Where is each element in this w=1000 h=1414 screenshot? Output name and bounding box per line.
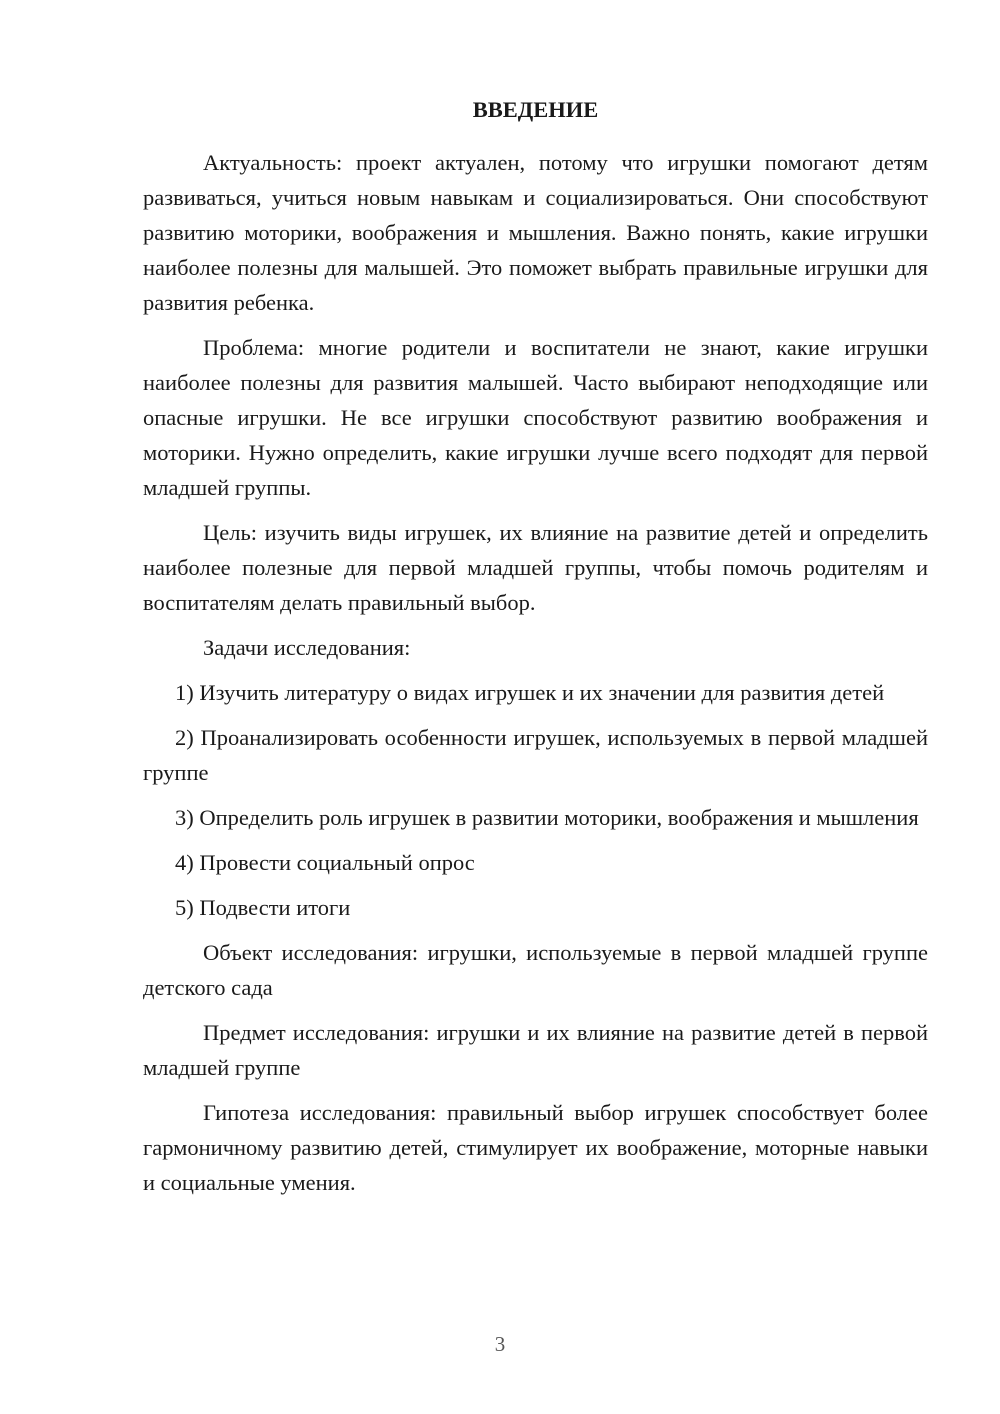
list-item: 3) Определить роль игрушек в развитии моторики, воображения и мышления [175,805,919,830]
page-number: 3 [494,1332,506,1356]
tasks-list [143,675,928,925]
hypothesis-paragraph: Гипотеза исследования: правильный выбор игрушек способствует более гармоничному развитию детей, стимулирует их воображение, моторные навыки и социальные умения. [143,1100,928,1195]
list-item: 4) Провести социальный опрос [175,850,475,875]
document-page [143,92,928,1210]
object-paragraph: Объект исследования: игрушки, используемые в первой младшей группе детского сада [143,940,928,1000]
list-item: 5) Подвести итоги [175,895,351,920]
list-item: 2) Проанализировать особенности игрушек, используемых в первой младшей группе [143,725,928,785]
problem-paragraph: Проблема: многие родители и воспитатели не знают, какие игрушки наиболее полезны для развития малышей. Часто выбирают неподходящие или опасные игрушки. Не все игрушки способствуют развитию воображения и моторики. Нужно определить, какие игрушки лучше всего подходят для первой младшей группы. [143,335,928,500]
list-item: 1) Изучить литературу о видах игрушек и их значении для развития детей [175,680,885,705]
relevance-paragraph: Актуальность: проект актуален, потому что игрушки помогают детям развиваться, учиться новым навыкам и социализироваться. Они способствуют развитию моторики, воображения и мышления. Важно понять, какие игрушки наиболее полезны для малышей. Это поможет выбрать правильные игрушки для развития ребенка. [143,150,928,315]
tasks-heading: Задачи исследования: [203,635,411,660]
subject-paragraph: Предмет исследования: игрушки и их влияние на развитие детей в первой младшей группе [143,1020,928,1080]
section-title: ВВЕДЕНИЕ [472,97,599,122]
goal-paragraph: Цель: изучить виды игрушек, их влияние на развитие детей и определить наиболее полезные для первой младшей группы, чтобы помочь родителям и воспитателям делать правильный выбор. [143,520,928,615]
